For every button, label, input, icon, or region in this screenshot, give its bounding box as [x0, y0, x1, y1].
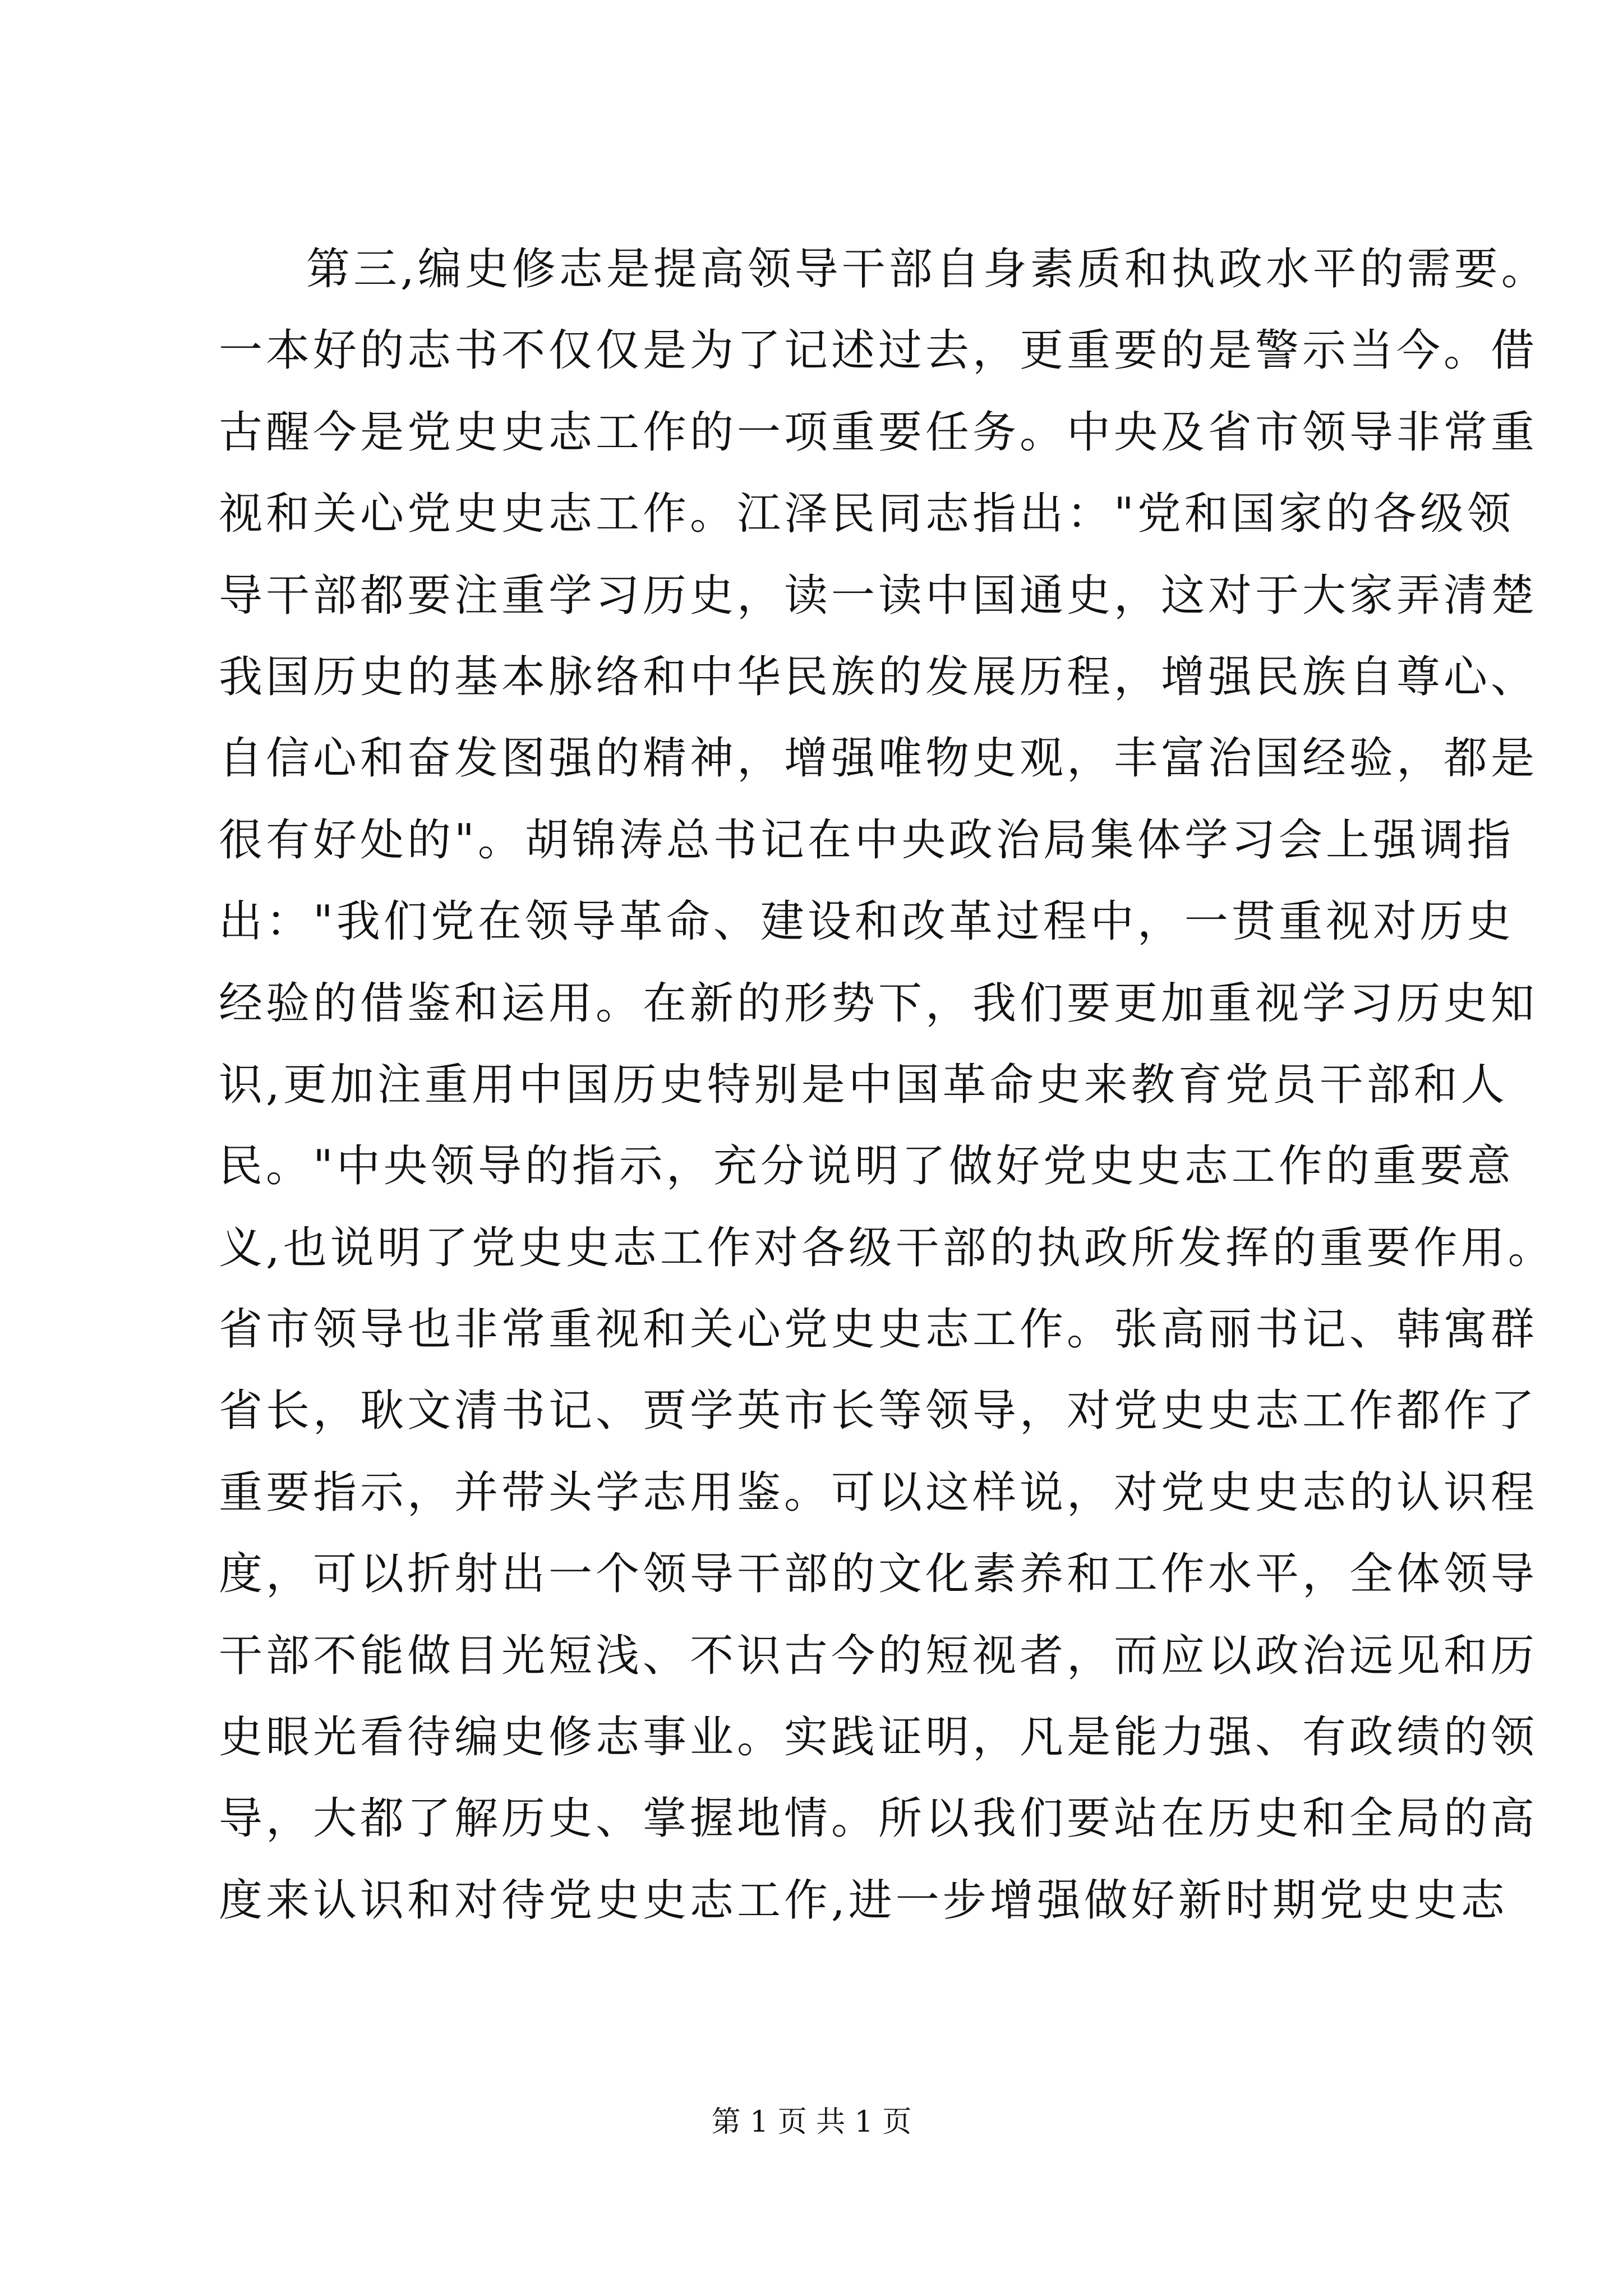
body-paragraph	[219, 229, 1555, 1941]
text-line: 自信心和奋发图强的精神，增强唯物史观，丰富治国经验，都是	[219, 733, 1538, 784]
text-line: 度，可以折射出一个领导干部的文化素养和工作水平，全体领导	[219, 1549, 1538, 1600]
text-line: 经验的借鉴和运用。在新的形势下，我们要更加重视学习历史知	[219, 978, 1538, 1029]
text-line: 第三,编史修志是提高领导干部自身素质和执政水平的需要。	[306, 244, 1548, 295]
text-line: 识,更加注重用中国历史特别是中国革命史来教育党员干部和人	[219, 1059, 1508, 1110]
text-line: 出："我们党在领导革命、建设和改革过程中，一贯重视对历史	[219, 896, 1514, 947]
page-number-label: 第 1 页 共 1 页	[711, 2105, 912, 2139]
text-line: 义,也说明了党史史志工作对各级干部的执政所发挥的重要作用。	[219, 1222, 1555, 1273]
text-line: 很有好处的"。胡锦涛总书记在中央政治局集体学习会上强调指	[219, 815, 1514, 866]
text-line: 省长，耿文清书记、贾学英市长等领导，对党史史志工作都作了	[219, 1386, 1538, 1437]
text-line: 干部不能做目光短浅、不识古今的短视者，而应以政治远见和历	[219, 1630, 1538, 1681]
text-line: 度来认识和对待党史史志工作,进一步增强做好新时期党史史志	[219, 1875, 1508, 1926]
text-line: 一本好的志书不仅仅是为了记述过去，更重要的是警示当今。借	[219, 325, 1538, 376]
text-line: 古醒今是党史史志工作的一项重要任务。中央及省市领导非常重	[219, 407, 1538, 458]
text-line: 导，大都了解历史、掌握地情。所以我们要站在历史和全局的高	[219, 1793, 1538, 1844]
text-line: 民。"中央领导的指示，充分说明了做好党史史志工作的重要意	[219, 1141, 1514, 1192]
text-line: 省市领导也非常重视和关心党史史志工作。张高丽书记、韩寓群	[219, 1304, 1538, 1355]
text-line: 我国历史的基本脉络和中华民族的发展历程，增强民族自尊心、	[219, 651, 1538, 702]
text-line: 重要指示，并带头学志用鉴。可以这样说，对党史史志的认识程	[219, 1467, 1538, 1518]
page-footer	[0, 2098, 1623, 2140]
text-line: 史眼光看待编史修志事业。实践证明，凡是能力强、有政绩的领	[219, 1712, 1538, 1763]
text-line: 导干部都要注重学习历史，读一读中国通史，这对于大家弄清楚	[219, 570, 1538, 621]
text-line: 视和关心党史史志工作。江泽民同志指出："党和国家的各级领	[219, 489, 1514, 540]
